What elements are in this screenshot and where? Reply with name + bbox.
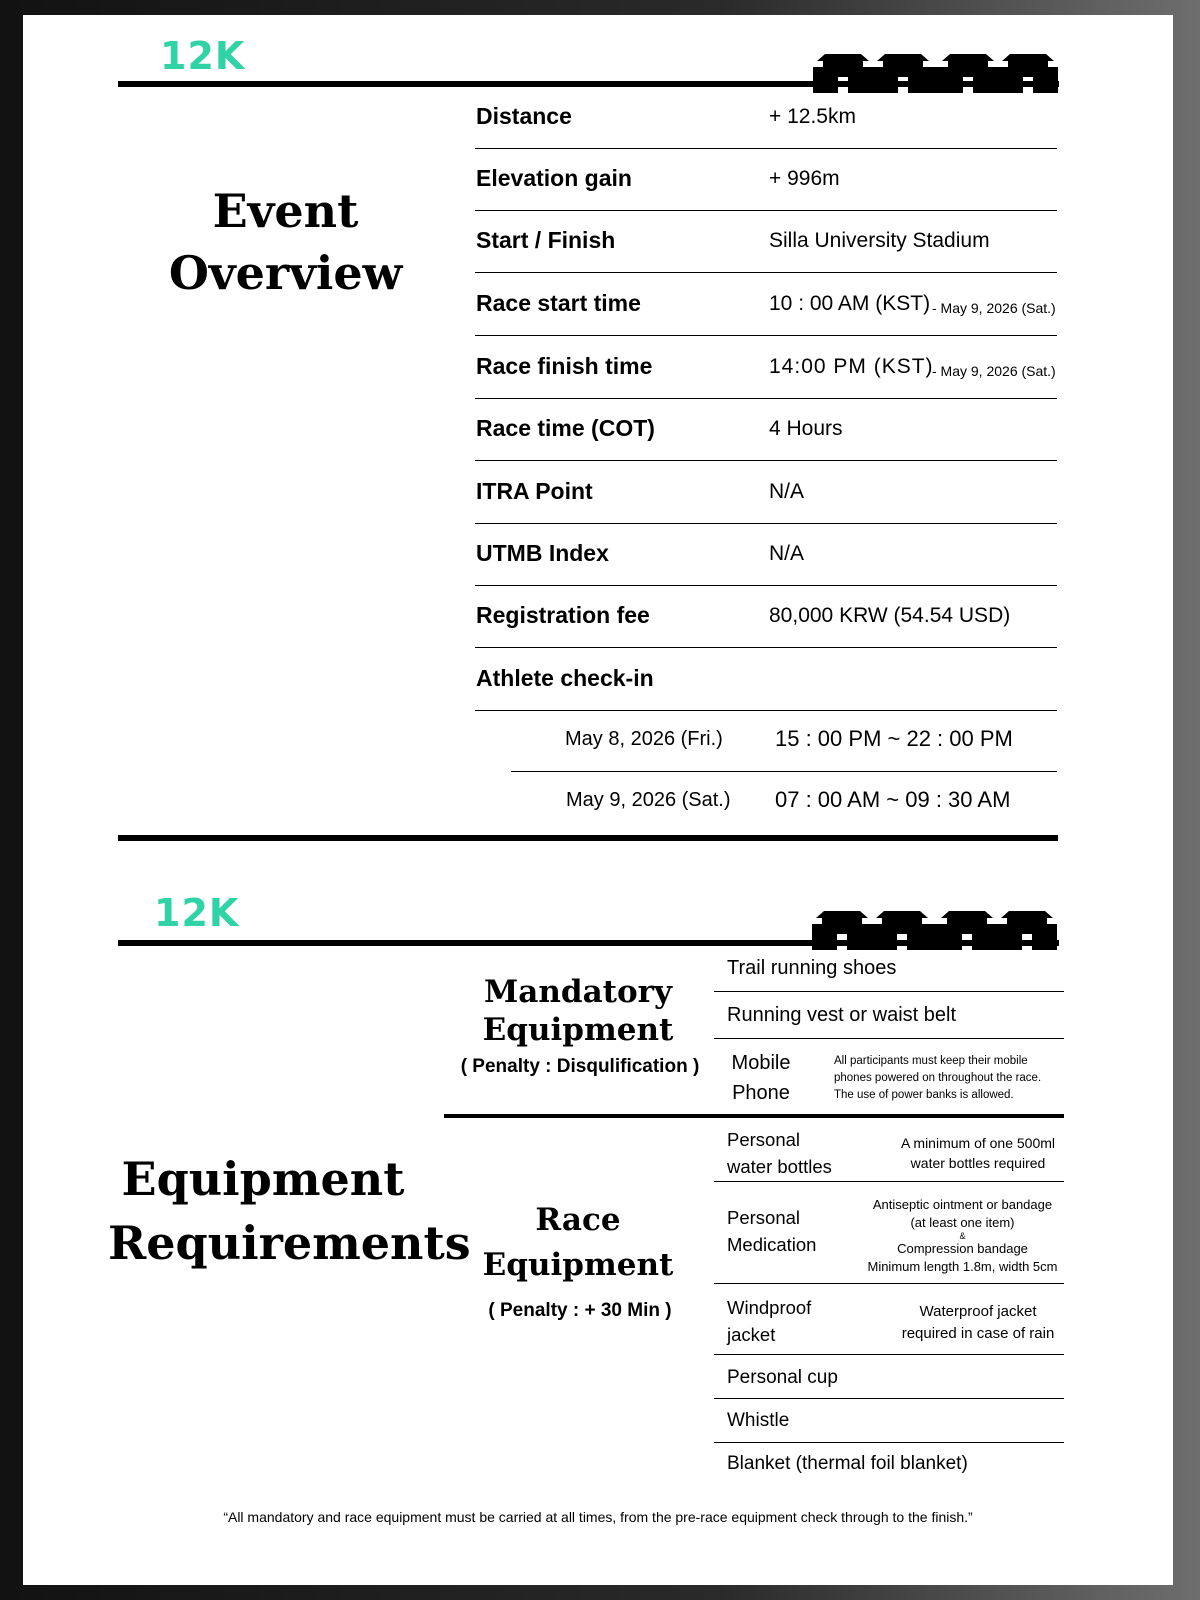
note-line: (at least one item) xyxy=(910,1215,1015,1230)
equipment-note xyxy=(878,1301,1078,1345)
row-divider xyxy=(475,335,1057,336)
document-page xyxy=(23,15,1173,1585)
note-line: The use of power banks is allowed. xyxy=(834,1089,1014,1101)
row-divider xyxy=(475,647,1057,648)
row-divider xyxy=(511,771,1057,772)
row-divider xyxy=(475,148,1057,149)
note-line: Waterproof jacket xyxy=(919,1303,1037,1320)
overview-row-label: Elevation gain xyxy=(476,165,632,191)
checkin-date: May 9, 2026 (Sat.) xyxy=(566,789,731,811)
checkin-time: 07 : 00 AM ~ 09 : 30 AM xyxy=(775,787,1011,812)
equipment-item: Personal cup xyxy=(727,1367,838,1388)
title-line: Equipment xyxy=(482,1247,674,1283)
equipment-item: Trail running shoes xyxy=(727,957,897,979)
item-line: jacket xyxy=(727,1324,776,1345)
equipment-requirements-title xyxy=(108,1147,471,1275)
overview-row-label: UTMB Index xyxy=(476,540,609,566)
row-divider xyxy=(714,1442,1064,1443)
row-divider xyxy=(714,1181,1064,1182)
overview-row-label: Race finish time xyxy=(476,353,653,379)
overview-row-value: + 996m xyxy=(769,167,840,190)
footer-note: “All mandatory and race equipment must be carried at all times, from the pre-race equipment check through to the finish.” xyxy=(223,1509,973,1525)
equipment-note xyxy=(860,1196,1065,1276)
block-divider xyxy=(444,1114,1064,1118)
equipment-item xyxy=(727,1126,832,1180)
overview-row-value: 10 : 00 AM (KST) xyxy=(769,292,931,315)
equipment-item xyxy=(726,1048,796,1108)
checkin-time: 15 : 00 PM ~ 22 : 00 PM xyxy=(775,726,1013,751)
overview-row-value: N/A xyxy=(769,480,805,503)
item-line: Personal xyxy=(727,1129,801,1150)
mandatory-penalty: ( Penalty : Disqulification ) xyxy=(460,1056,700,1077)
race-distance-tag: 12K xyxy=(154,891,240,935)
row-divider xyxy=(475,523,1057,524)
overview-row-value: N/A xyxy=(769,542,805,565)
equipment-item xyxy=(727,1204,816,1258)
equipment-item: Running vest or waist belt xyxy=(727,1004,957,1026)
mandatory-equipment-title xyxy=(463,973,693,1049)
title-line: Mandatory xyxy=(483,974,673,1010)
title-line: Equipment xyxy=(482,1012,674,1048)
item-line: Mobile xyxy=(731,1052,791,1074)
overview-row-note: - May 9, 2026 (Sat.) xyxy=(932,300,1056,316)
item-line: Personal xyxy=(727,1207,801,1228)
equipment-item: Blanket (thermal foil blanket) xyxy=(727,1453,968,1474)
title-line: Race xyxy=(535,1202,621,1238)
item-line: Phone xyxy=(732,1082,790,1104)
row-divider xyxy=(475,210,1057,211)
row-divider xyxy=(475,272,1057,273)
overview-row-value: 80,000 KRW (54.54 USD) xyxy=(769,604,1011,627)
note-line: All participants must keep their mobile xyxy=(834,1055,1028,1067)
overview-row-label: Race time (COT) xyxy=(476,415,655,441)
race-equipment-title xyxy=(463,1198,693,1288)
overview-row-label: Race start time xyxy=(476,290,641,316)
title-line: Requirements xyxy=(108,1216,471,1270)
item-line: water bottles xyxy=(727,1156,832,1177)
row-divider xyxy=(475,398,1057,399)
title-line: Equipment xyxy=(121,1152,405,1206)
overview-row-label: Distance xyxy=(476,103,572,129)
row-divider xyxy=(714,1398,1064,1399)
section-divider xyxy=(118,835,1058,841)
row-divider xyxy=(714,1354,1064,1355)
equipment-note xyxy=(878,1133,1078,1173)
note-line: A minimum of one 500ml xyxy=(900,1135,1056,1151)
equipment-note xyxy=(834,1053,1041,1104)
title-line: Event xyxy=(212,184,359,238)
note-line: Compression bandage xyxy=(897,1241,1028,1256)
race-distance-tag: 12K xyxy=(160,34,246,78)
checkin-date: May 8, 2026 (Fri.) xyxy=(565,728,723,750)
equipment-item xyxy=(727,1294,811,1348)
overview-row-value: Silla University Stadium xyxy=(769,229,990,252)
race-penalty: ( Penalty : + 30 Min ) xyxy=(488,1300,672,1321)
note-line: required in case of rain xyxy=(901,1325,1055,1342)
title-line: Overview xyxy=(168,246,403,300)
note-line: Minimum length 1.8m, width 5cm xyxy=(867,1259,1058,1274)
overview-row-value: + 12.5km xyxy=(769,105,856,128)
row-divider xyxy=(475,585,1057,586)
note-line: water bottles required xyxy=(910,1155,1046,1171)
overview-row-label: ITRA Point xyxy=(476,478,593,504)
section-divider xyxy=(118,81,1059,87)
row-divider xyxy=(475,710,1057,711)
note-line: Antiseptic ointment or bandage xyxy=(872,1197,1053,1212)
row-divider xyxy=(714,1038,1064,1039)
note-line: phones powered on throughout the race. xyxy=(834,1072,1042,1084)
section-divider xyxy=(118,940,1059,946)
item-line: Medication xyxy=(727,1234,817,1255)
row-divider xyxy=(475,460,1057,461)
overview-row-value: 4 Hours xyxy=(769,417,843,440)
item-line: Windproof xyxy=(727,1297,812,1318)
row-divider xyxy=(714,1283,1064,1284)
equipment-item: Whistle xyxy=(727,1410,790,1431)
note-line: & xyxy=(959,1231,966,1241)
overview-row-value: 14:00 PM (KST) xyxy=(769,355,934,378)
event-overview-title xyxy=(168,180,403,304)
overview-row-label: Athlete check-in xyxy=(476,665,654,691)
overview-row-label: Registration fee xyxy=(476,602,650,628)
overview-row-label: Start / Finish xyxy=(476,227,616,253)
row-divider xyxy=(714,991,1064,992)
overview-row-note: - May 9, 2026 (Sat.) xyxy=(932,363,1056,379)
